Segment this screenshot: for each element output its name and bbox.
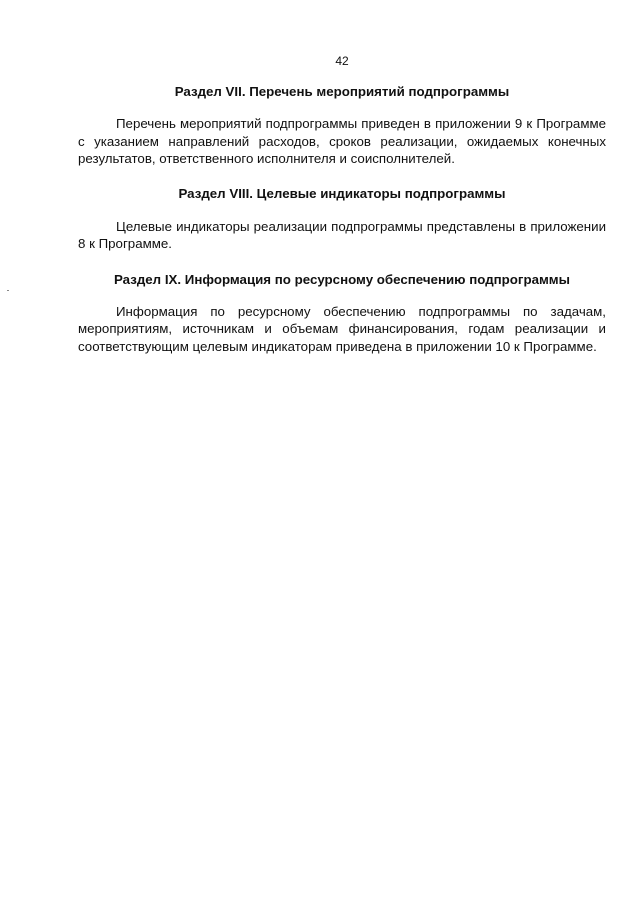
section-7-title: Раздел VII. Перечень мероприятий подпрограммы [174,84,510,99]
section-8-title: Раздел VIII. Целевые индикаторы подпрограммы [178,185,506,201]
section-8-paragraph: Целевые индикаторы реализации подпрограммы представлены в приложении 8 к Программе. [78,218,606,251]
page-number: 42 [335,54,349,68]
section-9-title: Раздел IX. Информация по ресурсному обеспечению подпрограммы [113,271,570,287]
section-7-paragraph: Перечень мероприятий подпрограммы приведен в приложении 9 к Программе с указанием направлений расходов, сроков реализации, ожидаемых конечных результатов, ответственного исполнителя и соисполнителей. [78,116,606,166]
document-body [78,80,606,355]
section-9-paragraph: Информация по ресурсному обеспечению подпрограммы по задачам, мероприятиям, источникам и объемам финансирования, годам реализации и соответствующим целевым индикаторам приведена в приложении 10 к Программе. [78,303,606,354]
scan-speck [7,290,9,291]
